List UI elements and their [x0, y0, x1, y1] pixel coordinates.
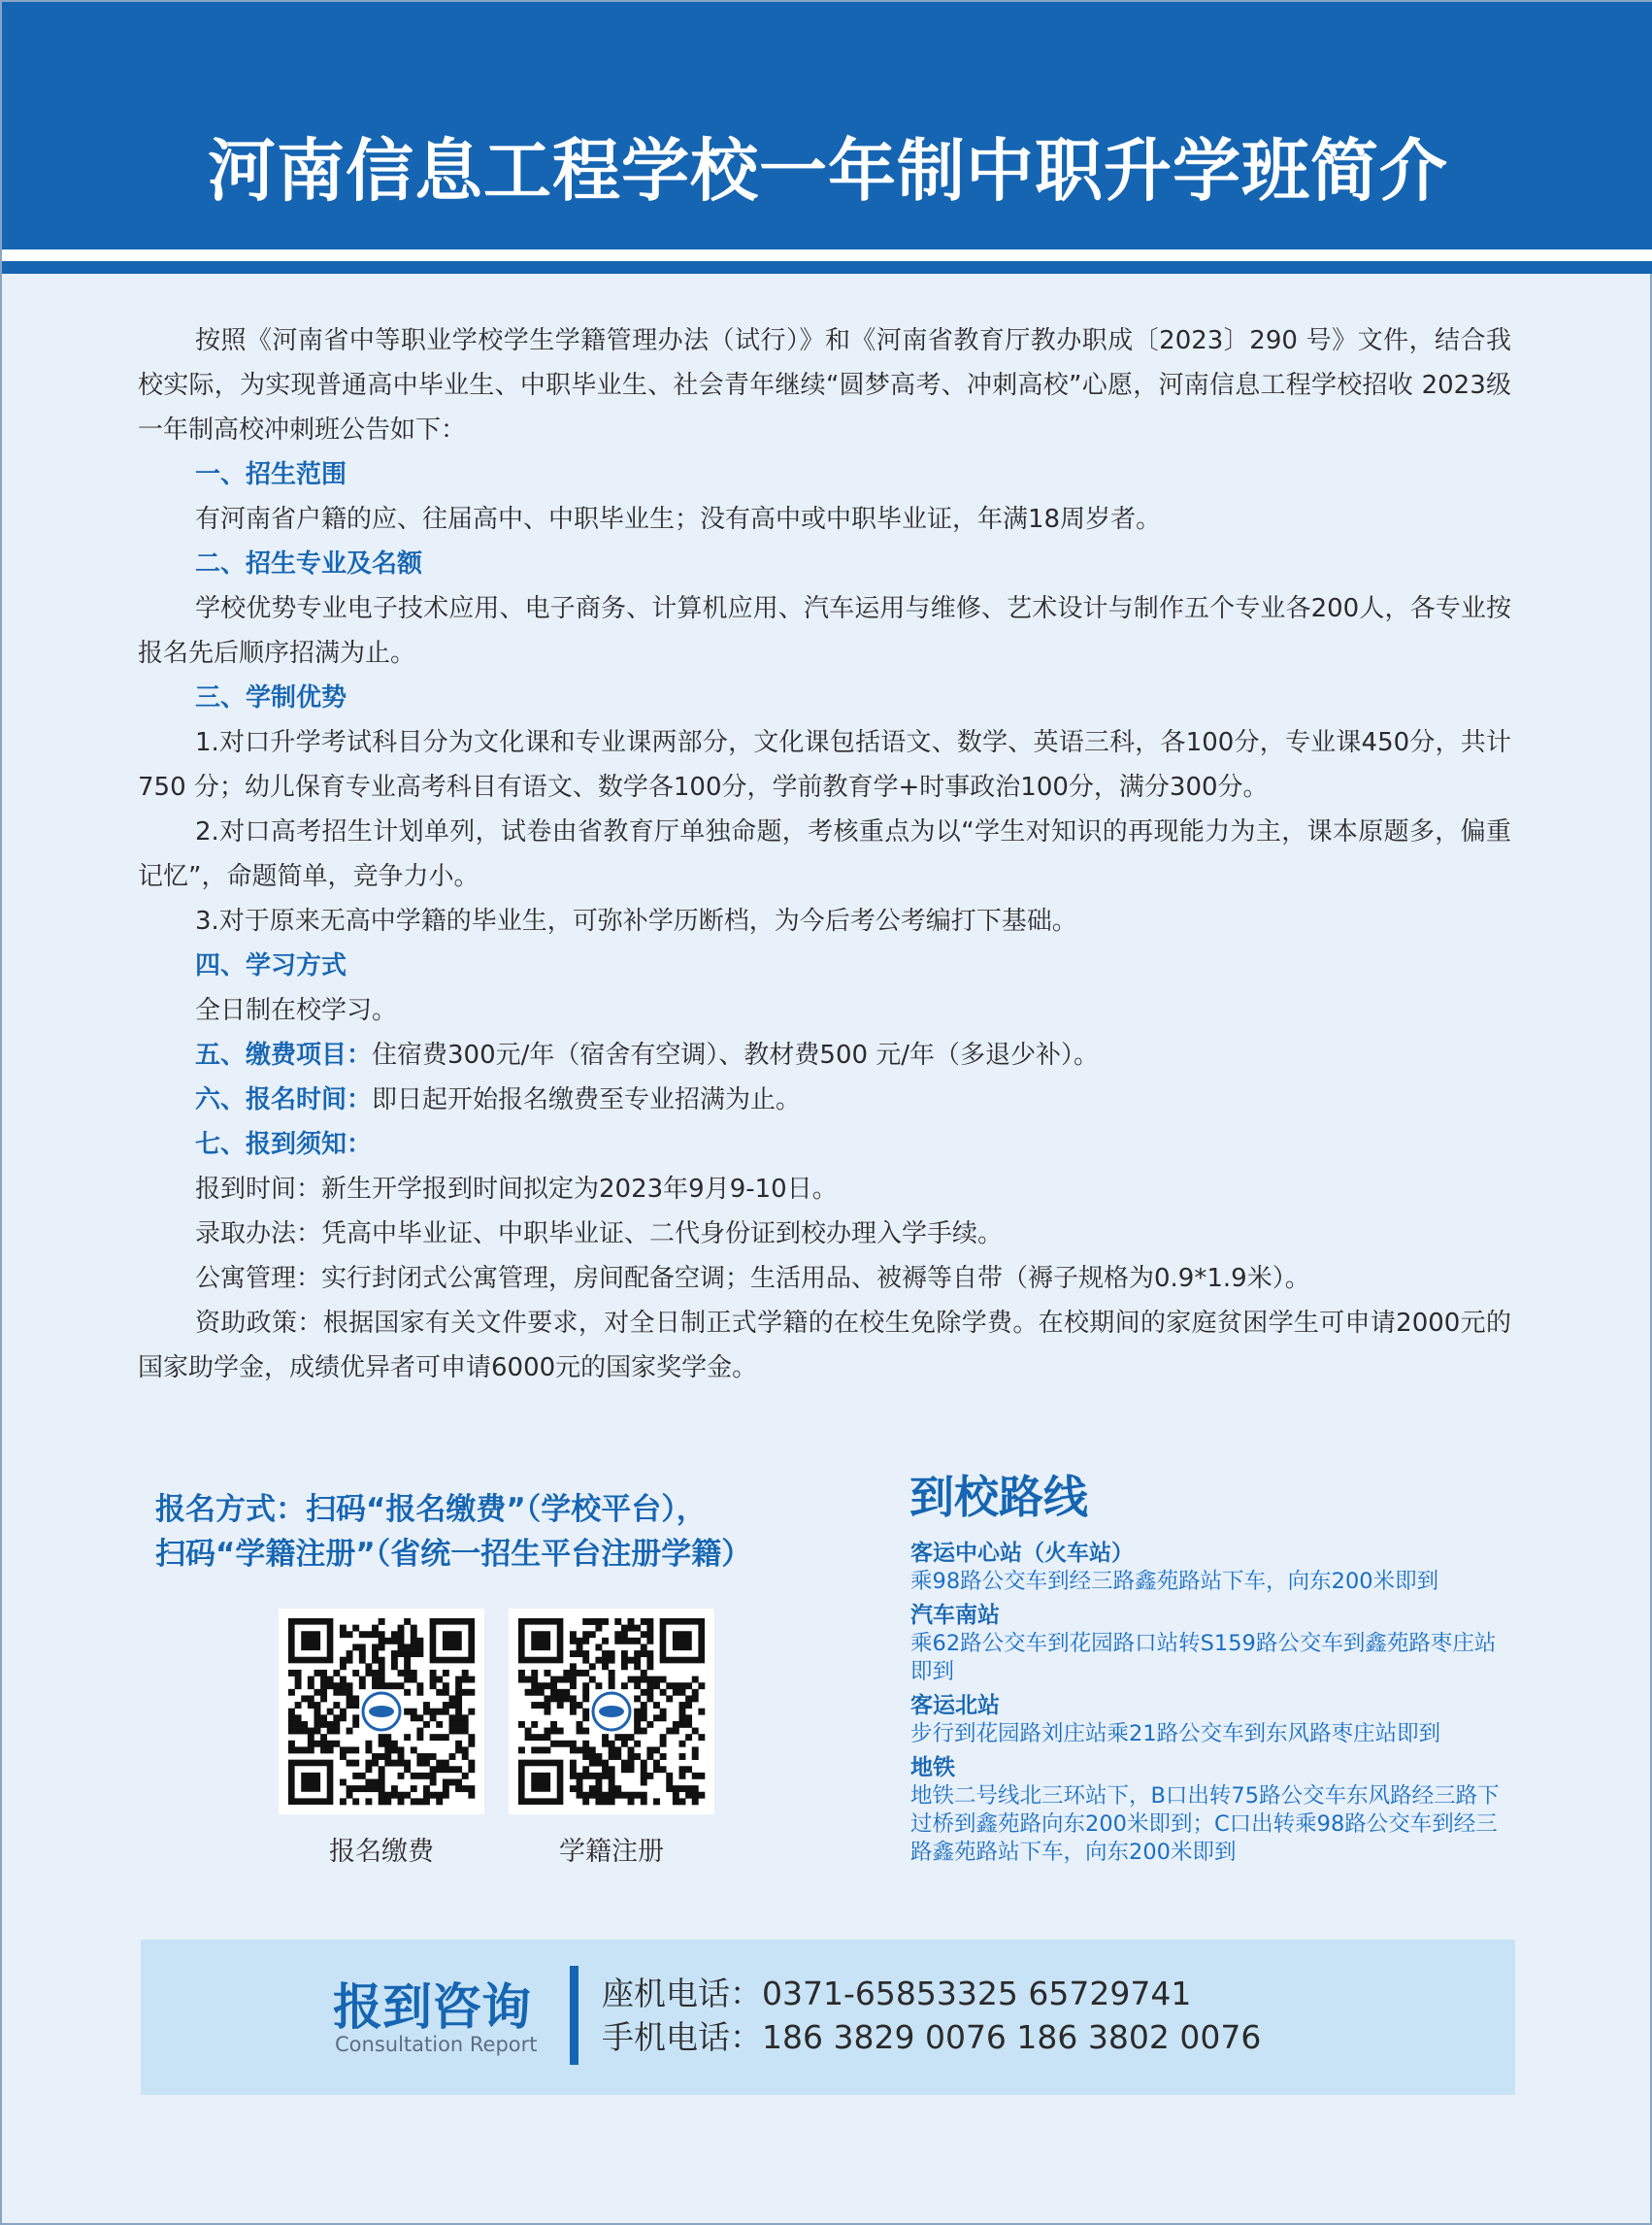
reporting-time: 报到时间：新生开学报到时间拟定为2023年9月9-10日。: [195, 1175, 838, 1204]
qr-code-registration[interactable]: [509, 1609, 714, 1814]
qr-label-registration: 学籍注册: [559, 1837, 664, 1867]
route-name: 客运北站: [910, 1693, 1000, 1718]
consultation-title: 报到咨询: [333, 1979, 532, 2037]
section-text-study-mode: 全日制在校学习。: [195, 996, 398, 1025]
section-heading-study-mode: 四、学习方式: [195, 951, 347, 980]
qr-code-icon: [509, 1609, 714, 1814]
signup-line-1: 报名方式：扫码“报名缴费”（学校平台），: [155, 1492, 707, 1527]
signup-method: [155, 1487, 893, 1577]
qr-code-payment[interactable]: [279, 1609, 484, 1814]
admission-method: 录取办法：凭高中毕业证、中职毕业证、二代身份证到校办理入学手续。: [195, 1219, 1004, 1248]
qr-label-payment: 报名缴费: [329, 1837, 434, 1867]
section-text-scope: 有河南省户籍的应、往届高中、中职毕业生；没有高中或中职毕业证，年满18周岁者。: [195, 505, 1162, 534]
section-heading-scope: 一、招生范围: [195, 460, 347, 489]
consultation-subtitle: Consultation Report: [335, 2033, 538, 2056]
routes-list: [910, 1534, 1512, 1867]
section-heading-registration-time: 六、报名时间：: [195, 1085, 373, 1114]
advantage-item-2: 2.对口高考招生计划单列，试卷由省教育厅单独命题，考核重点为以“学生对知识的再现能力为主，课本原题多，偏重记忆”，命题简单，竞争力小。: [138, 817, 1511, 891]
consultation-panel: [141, 1940, 1515, 2095]
section-text-majors: 学校优势专业电子技术应用、电子商务、计算机应用、汽车运用与维修、艺术设计与制作五个专业各200人，各专业按报名先后顺序招满为止。: [138, 594, 1511, 668]
route-desc: 乘62路公交车到花园路口站转S159路公交车到鑫苑路枣庄站即到: [910, 1631, 1497, 1684]
route-name: 汽车南站: [910, 1603, 1000, 1628]
section-fees: [138, 1033, 1511, 1078]
signup-line-2: 扫码“学籍注册”（省统一招生平台注册学籍）: [155, 1537, 752, 1572]
section-heading-advantages: 三、学制优势: [195, 683, 347, 713]
routes-title: 到校路线: [909, 1471, 1088, 1523]
section-heading-majors: 二、招生专业及名额: [195, 549, 423, 579]
dorm-management: 公寓管理：实行封闭式公寓管理，房间配备空调；生活用品、被褥等自带（褥子规格为0.9*1.9米）。: [195, 1264, 1310, 1293]
qr-code-icon: [279, 1609, 484, 1814]
landline-phone: 座机电话：0371-65853325 65729741: [602, 1975, 1192, 2012]
header-divider: [2, 249, 1652, 261]
advantage-item-3: 3.对于原来无高中学籍的毕业生，可弥补学历断档，为今后考公考编打下基础。: [195, 907, 1077, 936]
consultation-divider: [570, 1966, 578, 2065]
route-desc: 乘98路公交车到经三路鑫苑路站下车，向东200米即到: [910, 1569, 1439, 1594]
page-title: 河南信息工程学校一年制中职升学班简介: [208, 131, 1448, 211]
mobile-phone: 手机电话：186 3829 0076 186 3802 0076: [602, 2018, 1262, 2056]
route-name: 地铁: [910, 1755, 955, 1780]
route-name: 客运中心站（火车站）: [910, 1541, 1134, 1566]
route-desc: 地铁二号线北三环站下，B口出转75路公交车东风路经三路下过桥到鑫苑路向东200米即到；C口出转乘98路公交车到经三路鑫苑路站下车，向东200米即到: [910, 1783, 1500, 1865]
intro-paragraph: 按照《河南省中等职业学校学生学籍管理办法（试行）》和《河南省教育厅教办职成〔2023〕290 号》文件，结合我校实际，为实现普通高中毕业生、中职毕业生、社会青年继续“圆梦高考、冲刺高校”心愿，河南信息工程学校招收 2023级一年制高校冲刺班公告如下：: [138, 326, 1511, 445]
section-text-fees: 住宿费300元/年（宿舍有空调）、教材费500 元/年（多退少补）。: [372, 1041, 1100, 1070]
section-registration-time: [138, 1078, 1511, 1122]
section-heading-reporting: 七、报到须知：: [195, 1130, 373, 1159]
section-text-registration-time: 即日起开始报名缴费至专业招满为止。: [372, 1085, 802, 1114]
financial-aid: 资助政策：根据国家有关文件要求，对全日制正式学籍的在校生免除学费。在校期间的家庭贫困学生可申请2000元的国家助学金，成绩优异者可申请6000元的国家奖学金。: [138, 1309, 1511, 1382]
announcement-body: [138, 318, 1511, 1390]
advantage-item-1: 1.对口升学考试科目分为文化课和专业课两部分，文化课包括语文、数学、英语三科，各100分，专业课450分，共计750 分；幼儿保育专业高考科目有语文、数学各100分，学前教育学+时事政治100分，满分300分。: [138, 728, 1511, 802]
route-desc: 步行到花园路刘庄站乘21路公交车到东风路枣庄站即到: [910, 1721, 1441, 1746]
section-heading-fees: 五、缴费项目：: [195, 1041, 373, 1070]
header-divider-blue: [2, 261, 1652, 274]
